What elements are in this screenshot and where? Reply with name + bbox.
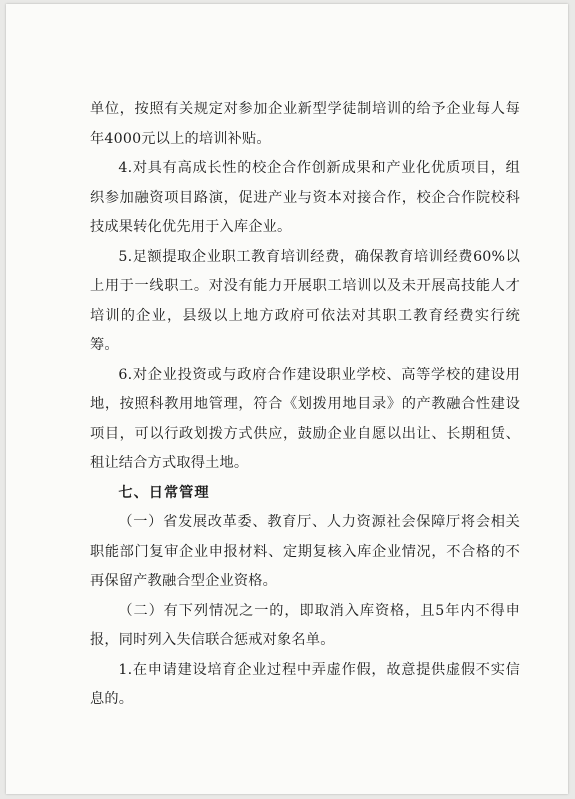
section-heading-daily-management: 七、日常管理 <box>118 484 210 501</box>
paragraph-review: （一）省发展改革委、教育厅、人力资源社会保障厅将会相关职能部门复审企业申报材料、定期复核入库企业情况，不合格的不再保留产教融合型企业资格。 <box>90 514 520 589</box>
paragraph-subsidy-continued: 单位，按照有关规定对参加企业新型学徒制培训的给予企业每人每年4000元以上的培训补贴。 <box>90 101 520 147</box>
paragraph-item-6: 6.对企业投资或与政府合作建设职业学校、高等学校的建设用地，按照科教用地管理，符合《划拨用地目录》的产教融合性建设项目，可以行政划拨方式供应，鼓励企业自愿以出让、长期租赁、租让结合方式取得土地。 <box>90 366 520 471</box>
paragraph-revocation: （二）有下列情况之一的，即取消入库资格，且5年内不得申报，同时列入失信联合惩戒对象名单。 <box>90 602 520 648</box>
paragraph-item-5: 5.足额提取企业职工教育培训经费，确保教育培训经费60%以上用于一线职工。对没有能力开展职工培训以及未开展高技能人才培训的企业，县级以上地方政府可依法对其职工教育经费实行统筹。 <box>90 248 520 353</box>
document-body <box>90 95 520 715</box>
paragraph-item-4: 4.对具有高成长性的校企合作创新成果和产业化优质项目，组织参加融资项目路演，促进产业与资本对接合作，校企合作院校科技成果转化优先用于入库企业。 <box>90 160 520 235</box>
document-page <box>6 4 568 794</box>
paragraph-revocation-item-1: 1.在申请建设培育企业过程中弄虚作假，故意提供虚假不实信息的。 <box>90 661 520 707</box>
